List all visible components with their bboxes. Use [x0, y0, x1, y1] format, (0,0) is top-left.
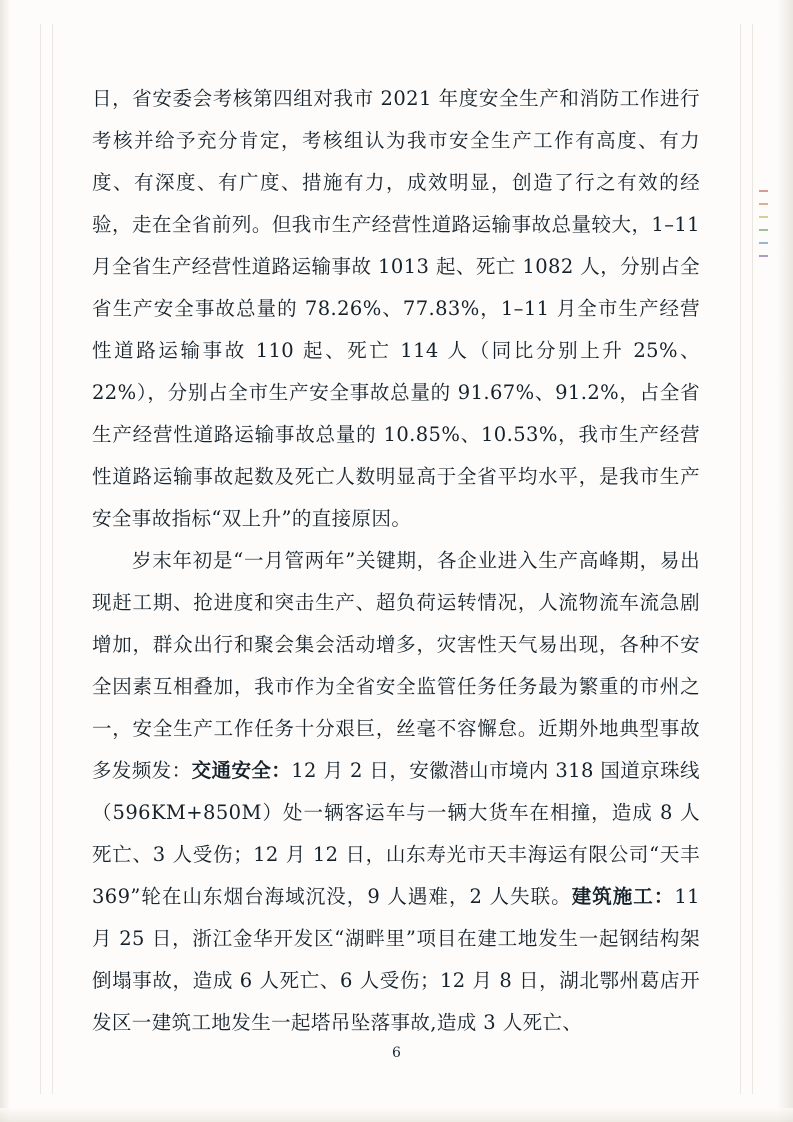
text-run: 12 月 2 日，安徽潜山市境内 318 国道京珠线（596KM+850M）处一辆客运车与一辆大货车在相撞，造成 8 人死亡、3 人受伤；12 月 12 日，山东寿光市天丰海运有限公司“天丰 369”轮在山东烟台海域沉没，9 人遇难，2 人失联。 [92, 759, 700, 908]
paragraph-2 [92, 540, 700, 1044]
calibration-mark-green [759, 229, 768, 231]
scan-edge-bottom [0, 1108, 793, 1122]
text-run: 日，省安委会考核第四组对我市 2021 年度安全生产和消防工作进行考核并给予充分肯定，考核组认为我市安全生产工作有高度、有力度、有深度、有广度、措施有力，成效明显，创造了行之有效的经验，走在全省前列。但我市生产经营性道路运输事故总量较大，1–11 月全省生产经营性道路运输事故 1013 起、死亡 1082 人，分别占全省生产安全事故总量的 78.26%、77.83%，1–11 月全市生产经营性道路运输事故 110 起、死亡 114 人（同比分别上升 25%、22%），分别占全市生产安全事故总量的 91.67%、91.2%，占全省生产经营性道路运输事故总量的 10.85%、10.53%，我市生产经营性道路运输事故起数及死亡人数明显高于全省平均水平，是我市生产安全事故指标“双上升”的直接原因。 [92, 87, 700, 530]
calibration-mark-red [759, 190, 768, 192]
scan-edge-left [0, 0, 10, 1122]
emphasized-run: 建筑施工： [571, 885, 675, 908]
scan-edge-right [777, 0, 793, 1122]
calibration-mark-yellow [759, 216, 768, 218]
paragraph-1 [92, 78, 700, 540]
text-run: 11 月 25 日，浙江金华开发区“湖畔里”项目在建工地发生一起钢结构架倒塌事故，造成 6 人死亡、6 人受伤；12 月 8 日，湖北鄂州葛店开发区一建筑工地发生一起塔吊坠落事故,造成 3 人死亡、 [92, 885, 700, 1034]
emphasized-run: 交通安全： [191, 759, 292, 782]
calibration-mark-blue [759, 242, 768, 244]
page-number: 6 [392, 1045, 401, 1061]
margin-guide-line [752, 24, 753, 1094]
document-body [92, 78, 700, 1044]
margin-guide-line [40, 24, 41, 1094]
margin-guide-line [52, 24, 53, 1094]
calibration-mark-orange [759, 203, 768, 205]
margin-guide-line [740, 24, 741, 1094]
color-calibration-marks [759, 190, 773, 310]
calibration-mark-purple [759, 255, 768, 257]
text-run: 岁末年初是“一月管两年”关键期，各企业进入生产高峰期，易出现赶工期、抢进度和突击生产、超负荷运转情况，人流物流车流急剧增加，群众出行和聚会集会活动增多，灾害性天气易出现，各种不安全因素互相叠加，我市作为全省安全监管任务任务最为繁重的市州之一，安全生产工作任务十分艰巨，丝毫不容懈怠。近期外地典型事故多发频发： [92, 549, 700, 782]
